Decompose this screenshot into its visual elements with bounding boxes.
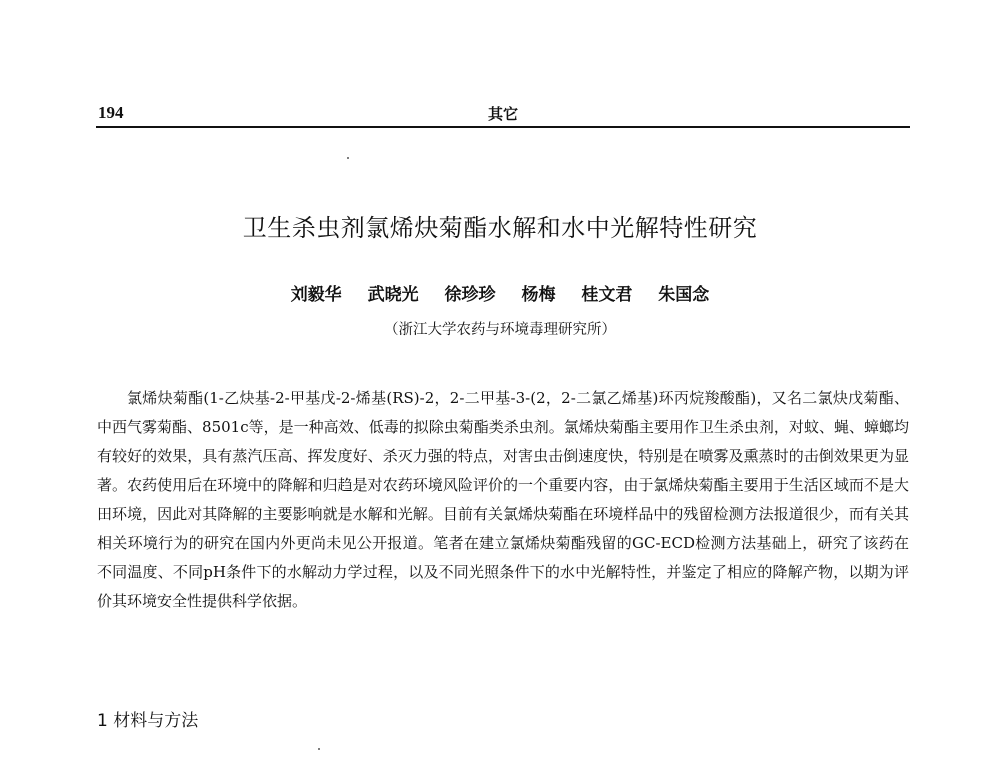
body-paragraph: 氯烯炔菊酯(1-乙炔基-2-甲基戊-2-烯基(RS)-2，2-二甲基-3-(2，2-二氯乙烯基)环丙烷羧酸酯)，又名二氯炔戊菊酯、中西气雾菊酯、8501c等，是一种高效、低毒的拟除虫菊酯类杀虫剂。氯烯炔菊酯主要用作卫生杀虫剂，对蚊、蝇、蟑螂均有较好的效果，具有蒸汽压高、挥发度好、杀灭力强的特点，对害虫击倒速度快，特别是在喷雾及熏蒸时的击倒效果更为显著。农药使用后在环境中的降解和归趋是对农药环境风险评价的一个重要内容，由于氯烯炔菊酯主要用于生活区域而不是大田环境，因此对其降解的主要影响就是水解和光解。目前有关氯烯炔菊酯在环境样品中的残留检测方法报道很少，而有关其相关环境行为的研究在国内外更尚未见公开报道。笔者在建立氯烯炔菊酯残留的GC-ECD检测方法基础上，研究了该药在不同温度、不同pH条件下的水解动力学过程，以及不同光照条件下的水中光解特性，并鉴定了相应的降解产物，以期为评价其环境安全性提供科学依据。	[97, 389, 909, 610]
header-rule	[96, 126, 910, 128]
author-name: 杨梅	[521, 285, 556, 305]
author-list	[0, 280, 1000, 305]
author-name: 桂文君	[581, 285, 633, 305]
running-head: 其它	[488, 105, 519, 123]
scan-speck	[347, 157, 349, 159]
affiliation: （浙江大学农药与环境毒理研究所）	[384, 322, 616, 338]
section-heading: 1 材料与方法	[97, 711, 199, 731]
author-name: 朱国念	[658, 285, 710, 305]
page-number: 194	[98, 103, 124, 122]
author-name: 刘毅华	[290, 285, 342, 305]
article-title: 卫生杀虫剂氯烯炔菊酯水解和水中光解特性研究	[242, 214, 758, 242]
scan-speck	[318, 748, 320, 750]
author-name: 武晓光	[367, 285, 419, 305]
author-name: 徐珍珍	[444, 285, 496, 305]
